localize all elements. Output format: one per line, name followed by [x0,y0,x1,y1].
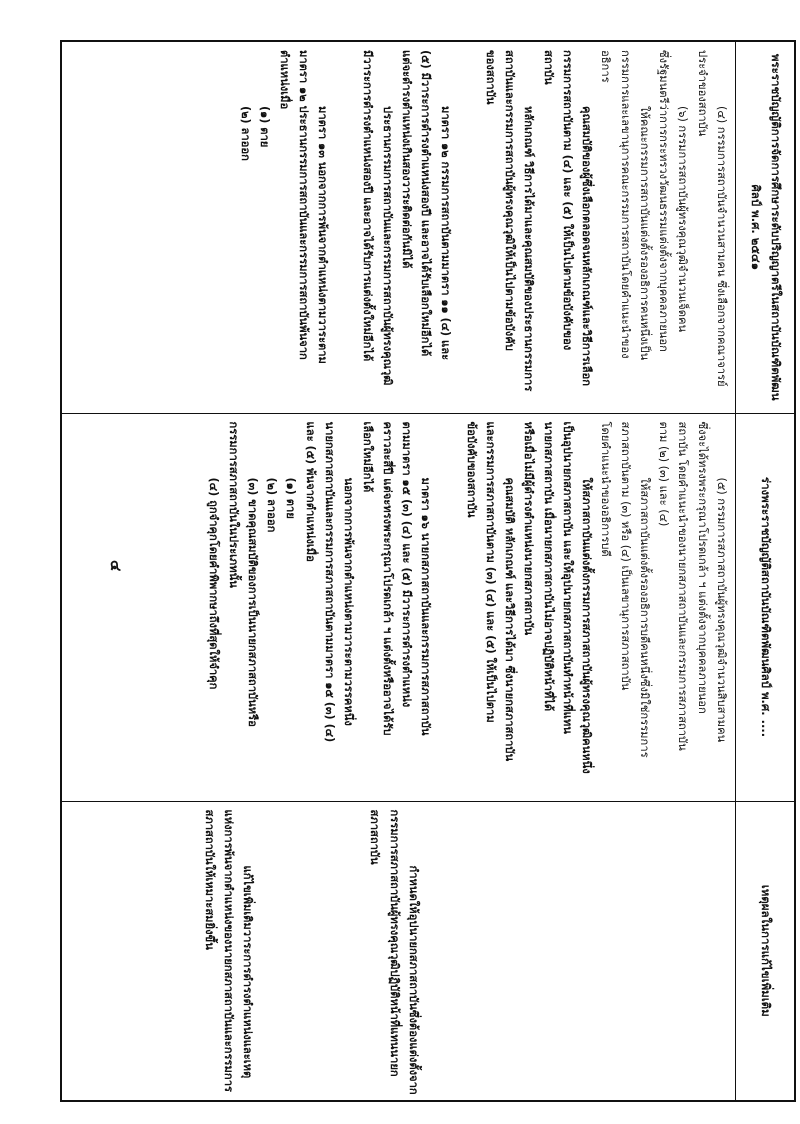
text-line: แต่จะดำรงตำแหน่งเกินสองวาระติดต่อกันมิได้ [400,50,414,269]
text-line: ประธานกรรมการสถาบันและกรรมการสถาบันผู้ทรงคุณวุฒิ [380,106,394,386]
text-line: และ (๕) พ้นจากตำแหน่งเมื่อ [303,421,317,562]
text-line: สถาบัน โดยคำแนะนำของนายกสภาสถาบันและกรรมการสภาสถาบัน [676,421,690,751]
text-line: อธิการ [599,50,613,83]
text-line: โดยคำแนะนำของอธิการบดี [599,421,613,557]
text-line: (๓) ขาดคุณสมบัติของการเป็นนายกสภาสถาบันหรือ [245,477,259,727]
text-line: นายกสภาสถาบัน เมื่อนายกสภาสถาบันไม่อาจปฏิบัติหน้าที่ได้ [541,421,555,712]
col1-header: พระราชบัญญัติการจัดการศึกษาระดับปริญญาตรีในสถาบันบัณฑิตพัฒนศิลป์ พ.ศ. ๒๕๔๑ [736,41,796,413]
page-number: ๔ [107,560,125,572]
text-line: มาตรา ๑๖ นายกสภาสถาบันและกรรมการสภาสถาบัน [419,477,433,736]
text-line: (๕) กรรมการสภาสถาบันผู้ทรงคุณวุฒิจำนวนสิบสามคน [715,477,728,743]
text-line: ข้อบังคับของสถาบัน [464,421,478,518]
text-line: ซึ่งรัฐมนตรีว่าการกระทรวงวัฒนธรรมแต่งตั้งจากบุคคลภายนอก [657,50,671,352]
text-line: (๑) ตาย [258,106,272,148]
text-line: มาตรา ๑๒ ประธานกรรมการสถาบันและกรรมการสถาบันพ้นจาก [296,50,310,360]
header-row [736,41,796,1101]
body-row [61,41,736,1101]
text-line: คุณสมบัติ หลักเกณฑ์ และวิธีการได้มา ซึ่งนายกสภาสถาบัน [503,477,517,762]
text-line: สภาสถาบันให้เหมาะสมยิ่งขึ้น [202,809,216,950]
text-line: ให้สภาสถาบันแต่งตั้งกรรมการสภาสถาบันผู้ทรงคุณวุฒิคนหนึ่ง [580,477,594,774]
text-line: หลักเกณฑ์ วิธีการได้มาและคุณสมบัติของประธานกรรมการ [522,106,536,392]
comparison-table [60,40,796,1102]
text-line: สภาสถาบันตาม (๓) หรือ (๔) เป็นเลขานุการสภาสถาบัน [618,421,632,691]
text-line: (๔) ถูกจำคุกโดยคำพิพากษาถึงที่สุดให้จำคุก [207,477,221,690]
text-line: มาตรา ๑๓ นอกจากการพ้นจากตำแหน่งตามวาระตาม [316,106,330,364]
text-line: กรรมการสภาสถาบันในประเภทนั้น [226,421,240,588]
col3-header: เหตุผลในการแก้ไขเพิ่มเติม [736,801,796,1101]
text-line: กรรมการสถาบันตาม (๔) และ (๕) ให้เป็นไปตามข้อบังคับของ [560,50,574,351]
text-line: ให้สภาสถาบันแต่งตั้งรองอธิการบดีคนหนึ่งซึ่งมิใช่กรรมการ [637,477,651,758]
text-line: กำหนดให้อุปนายกสภาสถาบันซึ่งต้องแต่งตั้งจาก [407,865,420,1095]
text-line: นายกสภาสถาบันและกรรมการสภาสถาบันตามมาตรา ๑๕ (๓) (๔) [322,421,336,743]
text-line: หรือเมื่อไม่มีผู้ดำรงตำแหน่งนายกสภาสถาบัน [522,421,536,636]
text-line: ให้คณะกรรมการสถาบันแต่งตั้งรองอธิการคนหนึ่งเป็น [637,106,651,361]
text-line: ประจำของสถาบัน [695,50,709,137]
text-line: กรรมการและเลขานุการคณะกรรมการสถาบันโดยคำแนะนำของ [618,50,632,359]
col2-header: ร่างพระราชบัญญัติสถาบันบัณฑิตพัฒนศิลป์ พ.ศ. .... [736,413,796,801]
col3-reasons [61,801,736,1101]
text-line: เลือกใหม่อีกได้ [361,421,375,493]
text-line: (๑) ตาย [284,477,298,519]
text-line: แก้ไขเพิ่มเติมวาระการดำรงตำแหน่งและเหตุ [241,865,255,1079]
text-line: มีวาระการดำรงตำแหน่งสองปี และอาจได้รับการแต่งตั้งใหม่อีกได้ [361,50,375,362]
text-line: (๖) กรรมการสถาบันผู้ทรงคุณวุฒิจำนวนเจ็ดคน [676,106,690,333]
text-line: (๒) ลาออก [239,106,253,161]
text-line: (๕) มีวาระการดำรงตำแหน่งสองปี และอาจได้รับเลือกใหม่อีกได้ [419,50,433,357]
rotated-document [60,40,796,1100]
text-line: และกรรมการสภาสถาบันตาม (๓) (๔) และ (๕) ให้เป็นไปตาม [483,421,497,723]
text-line: (๔) กรรมการสถาบันจำนวนสามคน ซึ่งเลือกจากคณาจารย์ [715,106,728,387]
text-line: เป็นอุปนายกสภาสถาบัน และให้อุปนายกสภาสถาบันทำหน้าที่แทน [560,421,574,734]
text-line: คุณสมบัติของผู้ซึ่งเลือกตลอดจนหลักเกณฑ์และวิธีการเลือก [580,106,594,387]
text-line: แห่งการพ้นจากตำแหน่งของนายกสภาสถาบันและกรรมการ [221,809,235,1093]
text-line: สถาบัน [541,50,555,85]
text-line: ของสถาบัน [483,50,497,105]
text-line: ซึ่งจะได้ทรงพระกรุณาโปรดเกล้า ฯ แต่งตั้งจากบุคคลภายนอก [695,421,709,714]
col2-draft-law [61,413,736,801]
text-line: ตาม (๒) (๓) และ (๔) [657,421,671,527]
text-line: มาตรา ๑๒ กรรมการสถาบันตามมาตรา ๑๑ (๔) และ [438,106,452,361]
text-line: ตำแหน่งเมื่อ [277,50,291,110]
text-line: สถาบันและกรรมการสถาบันผู้ทรงคุณวุฒิให้เป็นไปตามข้อบังคับ [503,50,517,351]
text-line: สภาสถาบัน [368,809,382,865]
text-line: นอกจากการพ้นจากตำแหน่งตามวาระตามวรรคหนึ่ง [342,477,356,726]
col1-current-law [61,41,736,413]
text-line: (๒) ลาออก [265,477,279,533]
text-line: กรรมการสภาสถาบันผู้ทรงคุณวุฒิปฏิบัติหน้าที่แทนนายก [387,809,401,1077]
text-line: คราวละสี่ปี แต่จะทรงพระกรุณาโปรดเกล้า ฯ แต่งตั้งหรืออาจได้รับ [380,421,394,736]
text-line: ตามมาตรา ๑๕ (๓) (๔) และ (๕) มีวาระการดำรงตำแหน่ง [400,421,414,708]
